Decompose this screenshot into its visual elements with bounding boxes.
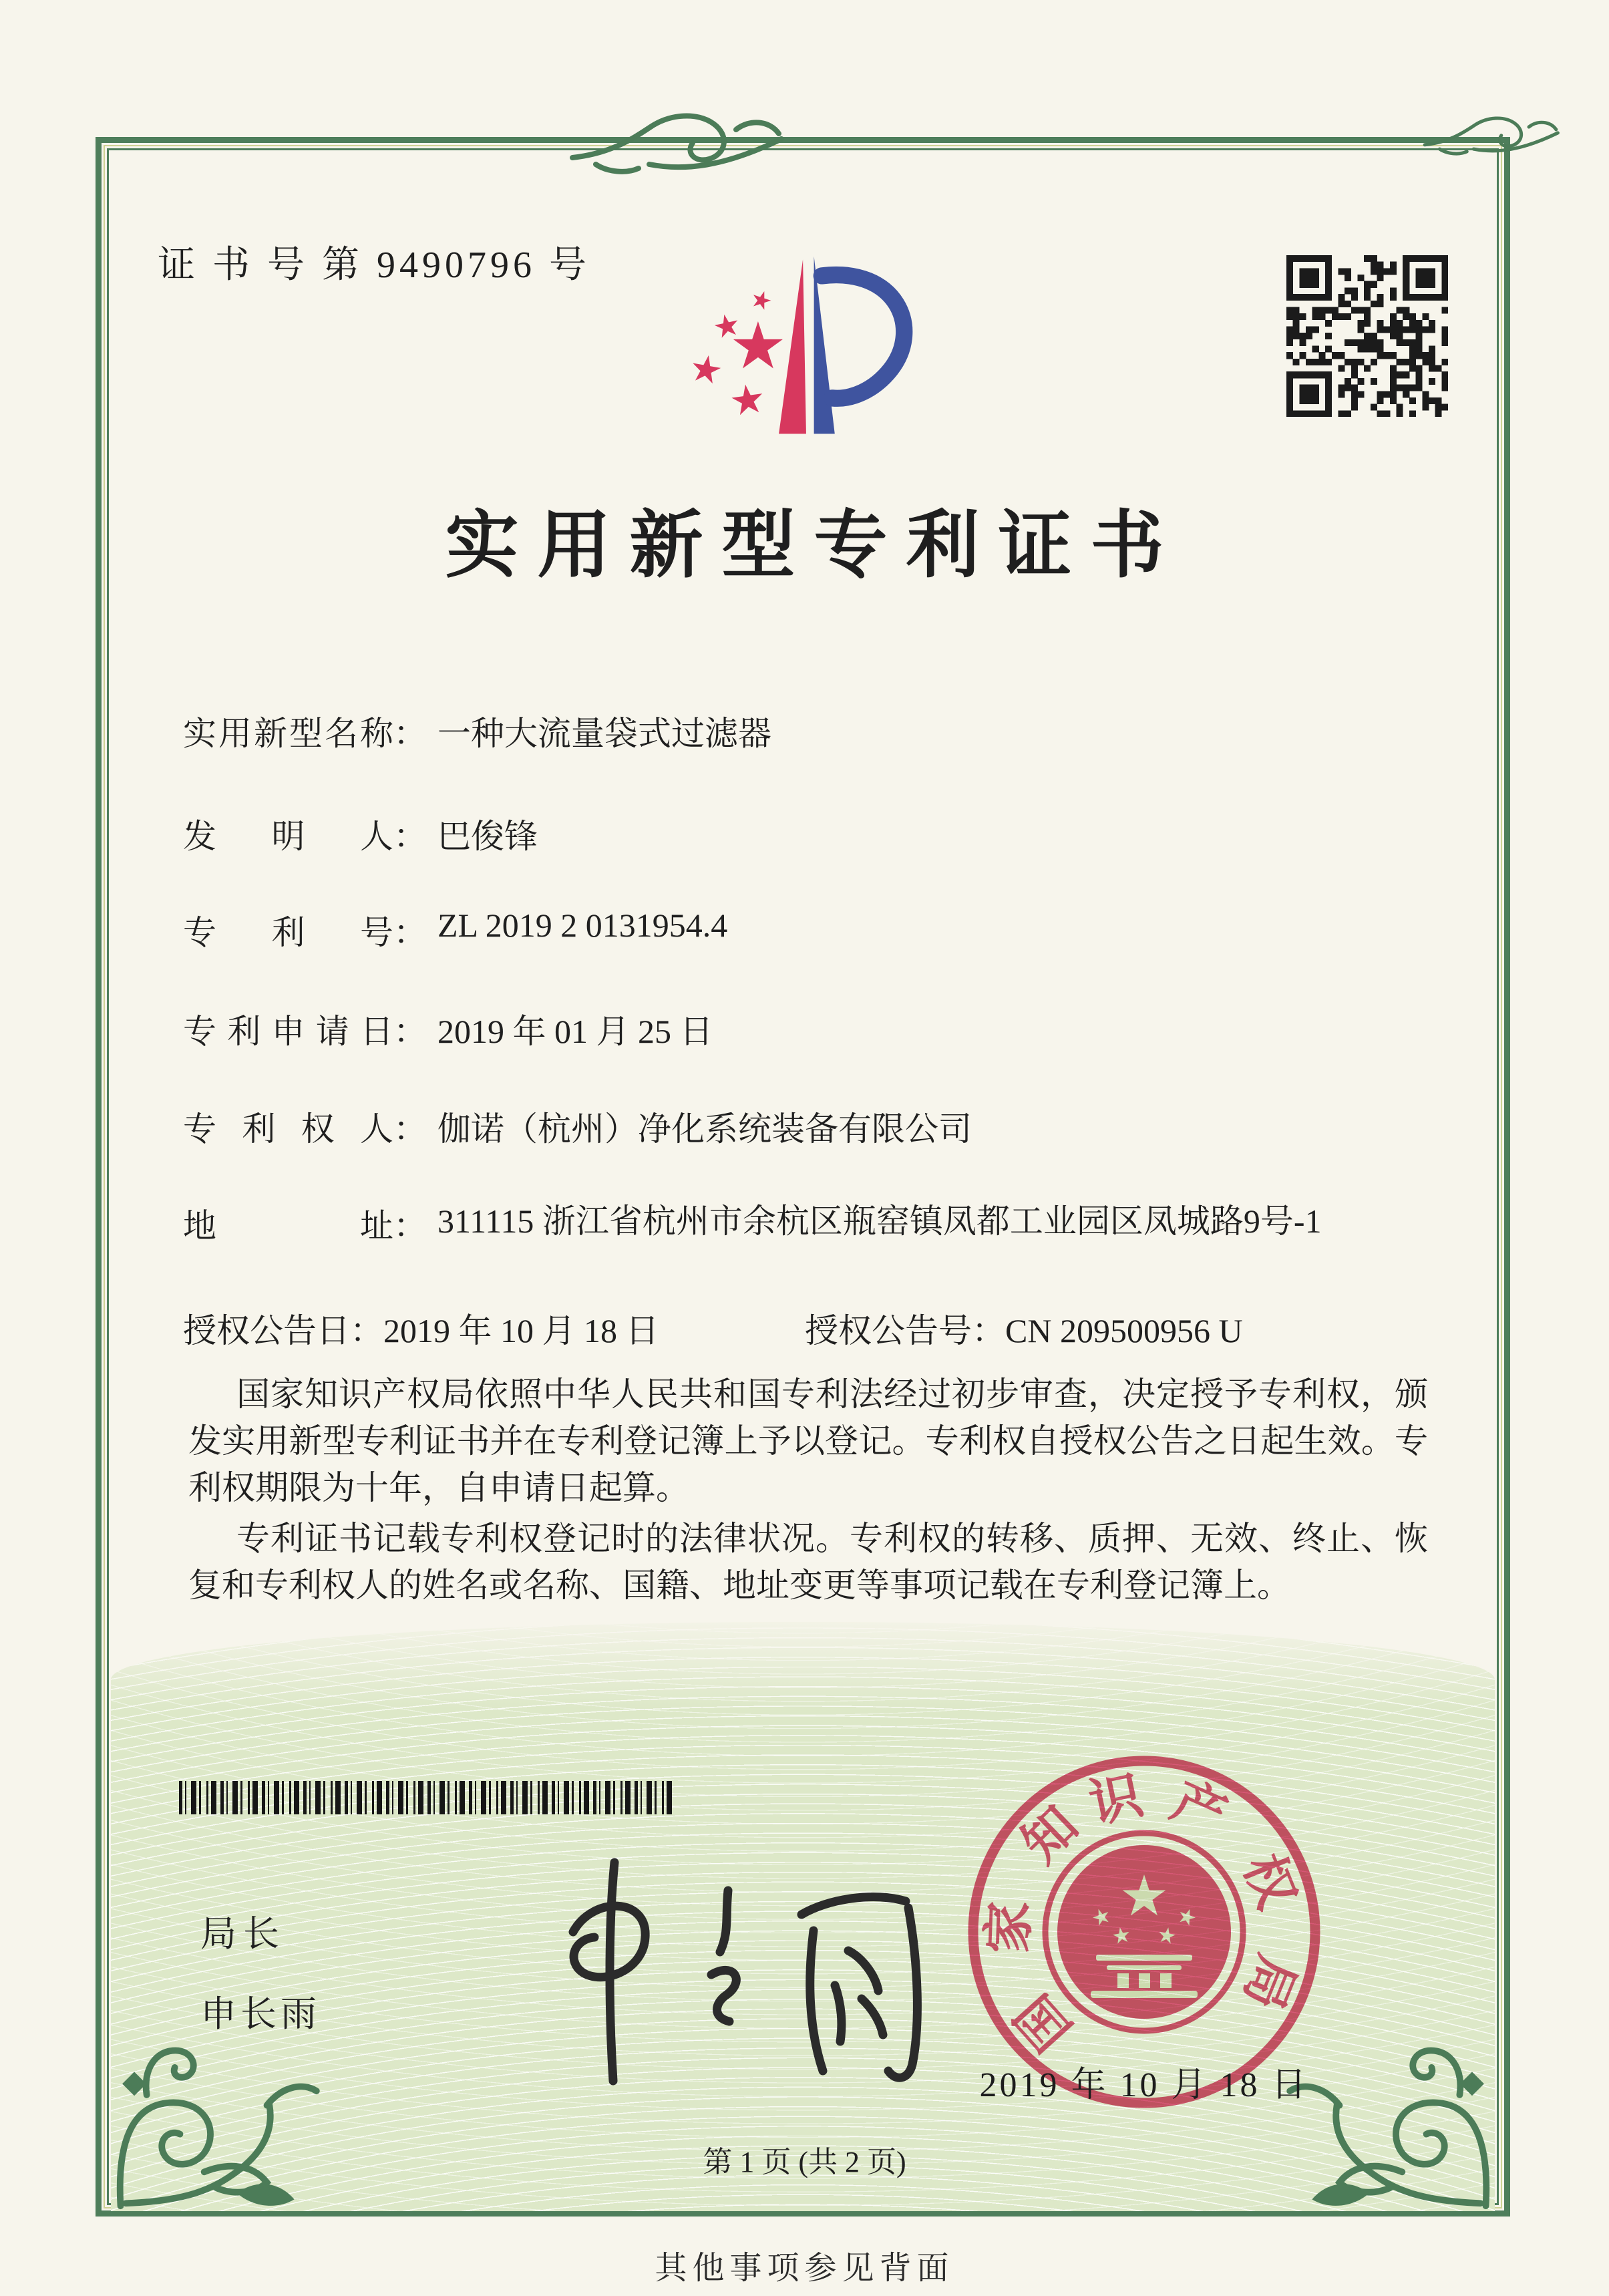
seal-char: 权 <box>1232 1846 1306 1917</box>
seal-char: 识 <box>1084 1766 1148 1834</box>
director-signature-icon <box>514 1850 942 2091</box>
field-colon: ： <box>393 1207 427 1245</box>
field-label: 地址 <box>183 1207 393 1245</box>
field-value: 伽诺（杭州）净化系统装备有限公司 <box>437 1110 972 1148</box>
seal-char: 国 <box>1005 1983 1083 2062</box>
field-row-inventor <box>183 810 538 858</box>
field-colon: ： <box>350 1312 383 1349</box>
back-note: 其他事项参见背面 <box>655 2251 954 2286</box>
field-row-patentee <box>183 1102 972 1150</box>
field-value: 311115 浙江省杭州市余杭区瓶窑镇凤都工业园区凤城路9号-1 <box>437 1202 1322 1240</box>
seal-char: 局 <box>1232 1947 1306 2018</box>
field-value: 巴俊锋 <box>437 818 538 855</box>
certificate-number: 证 书 号 第 9490796 号 <box>158 244 590 286</box>
legal-text <box>188 1371 1428 1609</box>
seal-char: 产 <box>1164 1771 1235 1846</box>
grant-number-label: 授权公告号 <box>805 1312 972 1349</box>
field-colon: ： <box>393 715 427 752</box>
cnipa-logo-icon <box>691 249 918 444</box>
grant-date-row <box>183 1304 659 1352</box>
body-paragraph: 专利证书记载专利权登记时的法律状况。专利权的转移、质押、无效、终止、恢复和专利权人的姓名或名称、国籍、地址变更等事项记载在专利登记簿上。 <box>188 1520 1428 1604</box>
cloud-scroll-icon <box>1423 80 1563 194</box>
field-row-address <box>183 1199 1426 1247</box>
seal-char: 知 <box>1011 1795 1089 1874</box>
grant-date-value: 2019 年 10 月 18 日 <box>383 1312 659 1349</box>
field-colon: ： <box>393 914 427 951</box>
grant-number-row <box>805 1304 1243 1352</box>
field-value: 一种大流量袋式过滤器 <box>437 715 771 752</box>
field-value: ZL 2019 2 0131954.4 <box>437 907 728 944</box>
page-number: 第 1 页 (共 2 页) <box>703 2146 906 2178</box>
certificate-title: 实用新型专利证书 <box>445 505 1183 587</box>
field-label: 专利号 <box>183 914 393 951</box>
field-colon: ： <box>393 1110 427 1148</box>
field-label: 专利权人 <box>183 1110 393 1148</box>
field-label: 实用新型名称 <box>183 715 393 752</box>
grant-date-label: 授权公告日 <box>183 1312 350 1349</box>
field-colon: ： <box>972 1312 1005 1349</box>
field-colon: ： <box>393 1013 427 1050</box>
field-row-utility-model-name <box>183 707 771 755</box>
director-name: 申长雨 <box>200 1994 321 2034</box>
field-colon: ： <box>393 818 427 855</box>
seal-char: 家 <box>978 1900 1039 1955</box>
national-emblem <box>1045 1833 1243 2031</box>
field-row-application-date <box>183 1005 713 1053</box>
qr-code-icon <box>1286 255 1448 417</box>
barcode-icon <box>179 1781 675 1814</box>
director-label: 局长 <box>200 1914 286 1954</box>
field-label: 发明人 <box>183 818 393 855</box>
seal-date: 2019 年 10 月 18 日 <box>979 2066 1309 2104</box>
field-row-patent-number <box>183 906 727 954</box>
cloud-scroll-icon <box>569 100 789 190</box>
body-paragraph: 国家知识产权局依照中华人民共和国专利法经过初步审查，决定授予专利权，颁发实用新型专利证书并在专利登记簿上予以登记。专利权自授权公告之日起生效。专利权期限为十年，自申请日起算。 <box>188 1375 1428 1506</box>
field-value: 2019 年 01 月 25 日 <box>437 1013 713 1050</box>
grant-number-value: CN 209500956 U <box>1005 1312 1243 1349</box>
field-label: 专利申请日 <box>183 1013 393 1050</box>
